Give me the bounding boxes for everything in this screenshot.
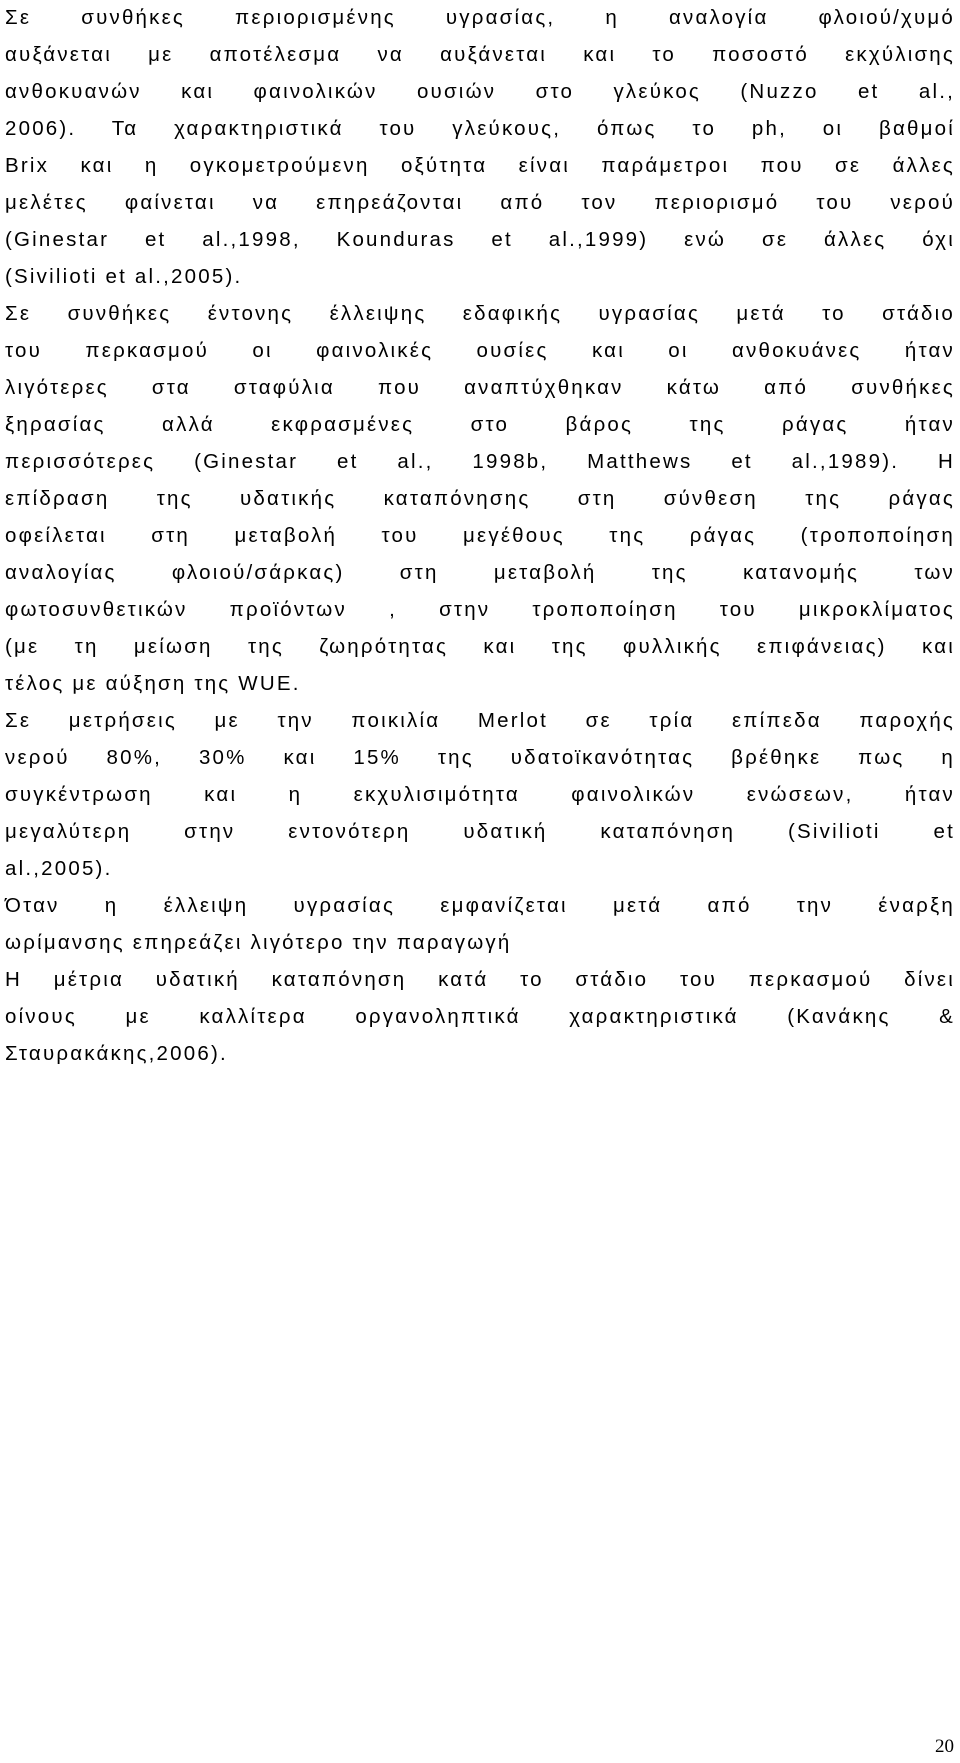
text-line: al.,2005).	[5, 857, 113, 880]
text-line: επίδραση της υδατικής καταπόνησης στη σύνθεση της ράγας	[5, 487, 955, 510]
text-line: (Ginestar et al.,1998, Kounduras et al.,1999) ενώ σε άλλες όχι	[5, 228, 955, 251]
text-line: Σε συνθήκες έντονης έλλειψης εδαφικής υγρασίας μετά το στάδιο	[5, 302, 955, 325]
text-line: Όταν η έλλειψη υγρασίας εμφανίζεται μετά από την έναρξη	[5, 894, 955, 917]
text-line: συγκέντρωση και η εκχυλισιμότητα φαινολικών ενώσεων, ήταν	[5, 783, 955, 806]
text-line: ωρίμανσης επηρεάζει λιγότερο την παραγωγή	[5, 931, 512, 954]
text-line: Σε συνθήκες περιορισμένης υγρασίας, η αναλογία φλοιού/χυμό	[5, 6, 955, 29]
text-line: Σε μετρήσεις με την ποικιλία Merlot σε τρία επίπεδα παροχής	[5, 709, 955, 732]
page-number: 20	[935, 1736, 954, 1757]
text-line: νερού 80%, 30% και 15% της υδατοϊκανότητας βρέθηκε πως η	[5, 746, 955, 769]
text-line: (με τη μείωση της ζωηρότητας και της φυλλικής επιφάνειας) και	[5, 635, 955, 658]
text-line: τέλος με αύξηση της WUE.	[5, 672, 301, 695]
text-line: 2006). Τα χαρακτηριστικά του γλεύκους, όπως το ph, οι βαθμοί	[5, 117, 955, 140]
text-line: Σταυρακάκης,2006).	[5, 1042, 228, 1065]
text-line: (Sivilioti et al.,2005).	[5, 265, 243, 288]
text-line: οφείλεται στη μεταβολή του μεγέθους της ράγας (τροποποίηση	[5, 524, 955, 547]
text-line: μελέτες φαίνεται να επηρεάζονται από τον περιορισμό του νερού	[5, 191, 955, 214]
text-line: Η μέτρια υδατική καταπόνηση κατά το στάδιο του περκασμού δίνει	[5, 968, 955, 991]
text-line: αυξάνεται με αποτέλεσμα να αυξάνεται και το ποσοστό εκχύλισης	[5, 43, 955, 66]
text-line: φωτοσυνθετικών προϊόντων , στην τροποποίηση του μικροκλίματος	[5, 598, 955, 621]
text-line: αναλογίας φλοιού/σάρκας) στη μεταβολή της κατανομής των	[5, 561, 955, 584]
text-line: του περκασμού οι φαινολικές ουσίες και οι ανθοκυάνες ήταν	[5, 339, 955, 362]
text-line: οίνους με καλλίτερα οργανοληπτικά χαρακτηριστικά (Κανάκης &	[5, 1005, 955, 1028]
text-line: λιγότερες στα σταφύλια που αναπτύχθηκαν κάτω από συνθήκες	[5, 376, 955, 399]
text-line: περισσότερες (Ginestar et al., 1998b, Matthews et al.,1989). Η	[5, 450, 955, 473]
text-line: Brix και η ογκομετρούμενη οξύτητα είναι παράμετροι που σε άλλες	[5, 154, 955, 177]
text-line: μεγαλύτερη στην εντονότερη υδατική καταπόνηση (Sivilioti et	[5, 820, 955, 843]
text-line: ξηρασίας αλλά εκφρασμένες στο βάρος της ράγας ήταν	[5, 413, 955, 436]
text-line: ανθοκυανών και φαινολικών ουσιών στο γλεύκος (Nuzzo et al.,	[5, 80, 955, 103]
